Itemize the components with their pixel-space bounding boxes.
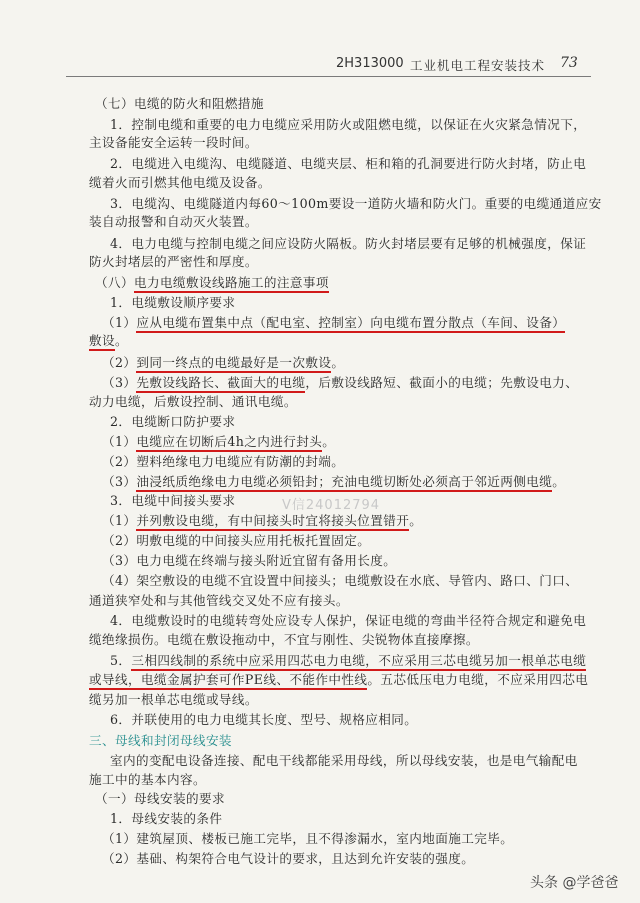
watermark: V信24012794 [282,498,381,513]
line-text: （一）母线安装的要求 [95,791,225,806]
text-line [102,572,578,590]
line-text: （3）电力电缆在终端与接头附近宜留有备用长度。 [102,553,397,568]
line-text: （2）明敷电缆的中间接头应用托板托置固定。 [102,533,371,548]
text-line [102,354,344,372]
text-line [102,512,422,530]
text-line [89,592,349,610]
text-line [89,174,271,192]
underlined-key-point: 先敷设线路长、截面大的电缆 [136,375,305,393]
line-text: （1） [102,513,137,528]
line-text: 4．电力电缆与控制电缆之间应设防火隔板。防火封堵层要有足够的机械强度，保证 [110,236,587,251]
text-line [95,95,264,113]
text-line [110,492,235,510]
line-text: 三、母线和封闭母线安装 [89,733,232,748]
line-text: （2） [102,355,137,370]
header-title: 工业机电工程安装技术 [410,58,546,73]
line-text: （3） [102,474,137,489]
text-line [110,612,586,630]
line-text: （1）建筑屋顶、楼板已施工完毕，且不得渗漏水，室内地面施工完毕。 [102,831,514,846]
text-line [110,810,222,828]
text-line [89,213,258,231]
line-text: 4．电缆敷设时的电缆转弯处应设专人保护，保证电缆的弯曲半径符合规定和避免电 [110,613,587,628]
line-text: 6．并联使用的电力电缆其长度、型号、规格应相同。 [110,712,418,727]
header-rule [66,76,591,77]
line-text: 动力电缆，后敷设控制、通讯电缆。 [89,394,297,409]
toutiao-logo: 头条 @学爸爸 [530,875,619,891]
line-text-after: 。 [115,333,128,348]
text-line [102,830,513,848]
line-text: （4）架空敷设的电缆不宜设置中间接头；电缆敷设在水底、导管内、路口、门口、 [102,573,579,588]
line-text: 缆另加一根单芯电缆或导线。 [89,692,258,707]
text-line [110,195,602,213]
text-line [102,850,474,868]
text-line [89,691,258,709]
text-line [89,732,232,750]
line-text-after: 。五芯低压电力电缆，不应采用四芯电 [367,672,589,687]
text-line [110,413,235,431]
line-text: 3．电缆中间接头要求 [110,493,236,508]
underlined-key-point: 电力电缆敷设线路施工的注意事项 [134,275,329,293]
underlined-key-point: 敷设 [89,333,115,351]
line-text: 通道狭窄处和与其他管线交叉处不应有接头。 [89,593,349,608]
text-line [102,453,344,471]
line-text: 室内的变配电设备连接、配电干线都能采用母线，所以母线安装，也是电气输配电 [110,753,578,768]
line-text: 装自动报警和自动灭火装置。 [89,214,258,229]
text-line [110,294,235,312]
page-number: 73 [560,55,578,71]
line-text-after: 。 [552,474,566,489]
line-text: （3） [102,375,137,390]
text-line [95,274,329,292]
line-text: 1．电缆敷设顺序要求 [110,295,236,310]
text-line [102,532,370,550]
text-line [89,134,258,152]
underlined-key-point: 三相四线制的系统中应采用四芯电力电缆，不应采用三芯电缆另加一根单芯电缆 [131,653,586,671]
line-text: （2）基础、构架符合电气设计的要求，且达到允许安装的强度。 [102,851,475,866]
text-line [102,314,565,332]
text-line [110,155,586,173]
line-text: （2）塑料绝缘电力电缆应有防潮的封端。 [102,454,345,469]
line-text: 2．电缆进入电缆沟、电缆隧道、电缆夹层、柜和箱的孔洞要进行防火封堵，防止电 [110,156,587,171]
text-line [102,552,396,570]
line-text-after: 。 [409,513,423,528]
running-header [0,52,640,74]
text-line [89,771,206,789]
line-text: 1．控制电缆和重要的电力电缆应采用防火或阻燃电缆，以保证在火灾紧急情况下， [110,117,587,132]
line-text: 主设备能安全运转一段时间。 [89,135,258,150]
line-text: 缆绝缘损伤。电缆在敷设拖动中，不宜与刚性、尖锐物体直接摩擦。 [89,632,479,647]
text-line [89,631,479,649]
line-text: （1） [102,315,137,330]
line-text-after: ，后敷设线路短、截面小的电缆；先敷设电力、 [305,375,579,390]
text-line [110,235,586,253]
underlined-key-point: 电缆应在切断后4h之内进行封头 [136,434,322,452]
underlined-key-point: 应从电缆布置集中点（配电室、控制室）向电缆布置分散点（车间、设备） [136,315,565,333]
text-line [110,116,586,134]
text-line [102,433,335,451]
underlined-key-point: 或导线，电缆金属护套可作PE线、不能作中性线 [89,672,367,690]
line-text-after: 。 [331,355,345,370]
line-text-after: 。 [322,434,336,449]
text-line [110,711,417,729]
line-text: 1．母线安装的条件 [110,811,223,826]
header-code: 2H313000 [336,56,404,71]
text-line [89,393,297,411]
text-line [89,253,258,271]
text-line [89,671,588,689]
text-line [102,374,578,392]
line-text: 5． [110,653,132,668]
text-line [95,790,225,808]
underlined-key-point: 并列敷设电缆，有中间接头时宜将接头位置错开 [136,513,409,531]
underlined-key-point: 到同一终点的电缆最好是一次敷设 [136,355,331,373]
text-line [110,652,586,670]
underlined-key-point: 油浸纸质绝缘电力电缆必须铅封；充油电缆切断处必须高于邻近两侧电缆 [136,474,552,492]
text-line [102,473,565,491]
line-text: 施工中的基本内容。 [89,772,206,787]
line-text: （七）电缆的防火和阻燃措施 [95,96,264,111]
text-line [110,752,578,770]
line-text: （八） [95,275,134,290]
line-text: 2．电缆断口防护要求 [110,414,236,429]
line-text: 防火封堵层的严密性和厚度。 [89,254,258,269]
text-line [89,332,128,350]
line-text: （1） [102,434,137,449]
line-text: 3．电缆沟、电缆隧道内每60～100m要设一道防火墙和防火门。重要的电缆通道应安 [110,196,602,211]
line-text: 缆着火而引燃其他电缆及设备。 [89,175,271,190]
